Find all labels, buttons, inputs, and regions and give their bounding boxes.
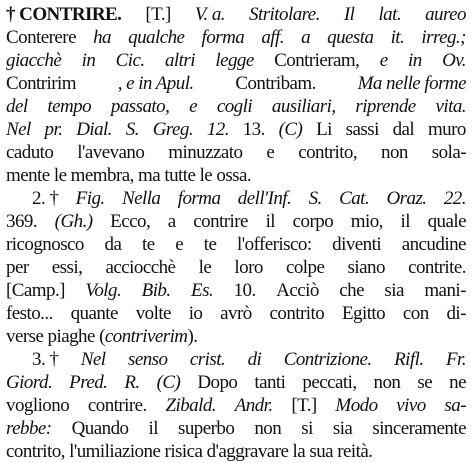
text-line <box>6 118 466 141</box>
text-run: ausiliari, <box>271 96 336 117</box>
text-run: Cic. <box>115 50 145 71</box>
text-run: Modo <box>335 395 378 416</box>
text-run: Contrizione. <box>283 349 372 370</box>
text-run: si <box>301 418 313 439</box>
text-line <box>6 233 466 256</box>
text-run: diventi <box>332 234 382 255</box>
text-run: Ma nelle forme <box>357 73 466 94</box>
text-run: V. a. <box>194 4 225 25</box>
text-run: sola- <box>431 142 466 163</box>
text-run: contrite. <box>408 257 466 278</box>
text-run: il <box>400 211 410 232</box>
text-run: cogli <box>216 96 253 117</box>
text-run: avrò <box>220 303 252 324</box>
text-run: aureo <box>425 4 466 25</box>
text-run: Nella <box>121 188 161 209</box>
text-run: loro <box>234 257 263 278</box>
text-run: (C) <box>278 119 303 140</box>
text-run: dal <box>392 119 415 140</box>
text-run: passato, <box>110 96 170 117</box>
text-line <box>6 164 466 187</box>
text-run: giacchè <box>6 50 62 71</box>
text-run: le <box>198 257 212 278</box>
text-line <box>6 371 466 394</box>
text-run: it. <box>390 27 405 48</box>
text-run: Giord. <box>6 372 53 393</box>
text-run: Dial. <box>76 119 112 140</box>
text-run: contriverim <box>104 326 188 347</box>
text-run: Fr. <box>445 349 466 370</box>
text-run: Egitto <box>341 303 386 324</box>
text-run: corpo <box>292 211 334 232</box>
text-run: altri <box>164 50 195 71</box>
text-run: superbo <box>178 418 235 439</box>
text-run: il <box>265 211 276 232</box>
text-run: tanti <box>254 372 286 393</box>
text-run: 12. <box>206 119 229 140</box>
text-run: ancudine <box>401 234 466 255</box>
text-run: da <box>104 234 122 255</box>
text-line <box>6 187 466 210</box>
text-run: sassi <box>345 119 379 140</box>
text-line <box>6 141 466 164</box>
text-run: Dopo <box>197 372 238 393</box>
text-run: 22. <box>443 188 466 209</box>
text-run: aff. <box>261 27 284 48</box>
text-run: Stritolare. <box>249 4 320 25</box>
text-run: acciocchè <box>105 257 176 278</box>
text-run: forma <box>177 188 221 209</box>
text-run: per <box>6 257 29 278</box>
text-run: Conterere <box>6 27 76 48</box>
text-run: quale <box>427 211 466 232</box>
text-run: Nel <box>80 349 106 370</box>
text-run: S. <box>125 119 139 140</box>
text-run: qualche <box>128 27 185 48</box>
text-run: il <box>148 418 158 439</box>
text-run: vogliono <box>6 395 70 416</box>
text-run: Es. <box>191 280 214 301</box>
text-line <box>6 348 466 371</box>
text-run: irreg.; <box>421 27 466 48</box>
text-run: Ov. <box>442 50 466 71</box>
text-run: Contribam. <box>235 73 316 94</box>
text-run: essi, <box>51 257 83 278</box>
text-run: volte <box>135 303 171 324</box>
text-run: pr. <box>44 119 63 140</box>
text-line <box>6 440 466 463</box>
text-run: forma <box>201 27 245 48</box>
text-run: colpe <box>285 257 325 278</box>
text-run: e <box>379 50 388 71</box>
text-run: tempo <box>47 96 92 117</box>
text-run: a <box>167 211 176 232</box>
text-run: mani- <box>424 280 466 301</box>
text-run: 10. <box>233 280 256 301</box>
text-run: contrito, l'umiliazione risica d'aggravare la sua reità. <box>6 441 373 462</box>
text-run: te <box>203 234 217 255</box>
text-line <box>6 256 466 279</box>
text-run: caduto <box>6 142 54 163</box>
text-run: contrire. <box>87 395 147 416</box>
text-line <box>6 26 466 49</box>
text-run: che <box>339 280 364 301</box>
text-line <box>6 302 466 325</box>
text-run: sinceramente <box>372 418 466 439</box>
text-run: Cat. <box>339 188 370 209</box>
text-run: in <box>81 50 96 71</box>
text-run: del <box>6 96 28 117</box>
text-run: io <box>188 303 203 324</box>
text-run: 13. <box>242 119 265 140</box>
text-run: [Camp.] <box>6 280 65 301</box>
text-line <box>6 325 466 348</box>
text-run: ). <box>187 326 198 347</box>
text-run: Quando <box>71 418 129 439</box>
text-run: non <box>373 372 401 393</box>
text-run: Oraz. <box>386 188 427 209</box>
text-run: sia <box>332 418 353 439</box>
text-run: non <box>254 418 282 439</box>
text-run: [T.] <box>145 4 171 25</box>
text-run: lat. <box>378 4 402 25</box>
text-run: 3. † <box>32 349 59 370</box>
text-run: e <box>189 96 197 117</box>
text-run: Zibald. <box>165 395 216 416</box>
text-run: 2. † <box>32 188 59 209</box>
text-run: l'avevano <box>77 142 145 163</box>
text-run: (Gh.) <box>54 211 93 232</box>
text-run: legge <box>215 50 254 71</box>
text-run: dell'Inf. <box>237 188 292 209</box>
text-run: verse piaghe ( <box>6 326 105 347</box>
text-run: Bib. <box>141 280 171 301</box>
text-run: in <box>408 50 422 71</box>
text-run: l'offerisco: <box>236 234 312 255</box>
text-run: siano <box>347 257 385 278</box>
text-run: festo... <box>6 303 53 324</box>
text-run: di <box>247 349 262 370</box>
text-run: e <box>266 142 275 163</box>
text-run: con <box>402 303 429 324</box>
text-run: Greg. <box>152 119 194 140</box>
text-run: vivo <box>396 395 426 416</box>
text-run: se <box>417 372 433 393</box>
text-run: Acciò <box>276 280 319 301</box>
text-run: non <box>381 142 408 163</box>
text-run: minuzzato <box>168 142 243 163</box>
text-run: peccati, <box>302 372 357 393</box>
text-run: muro <box>427 119 466 140</box>
text-run: senso <box>127 349 168 370</box>
text-run: S. <box>308 188 322 209</box>
text-run: quante <box>70 303 118 324</box>
text-run: Ecco, <box>110 211 151 232</box>
text-run: e <box>175 234 184 255</box>
text-run: a <box>301 27 311 48</box>
text-run: crist. <box>189 349 226 370</box>
text-run: sia <box>384 280 404 301</box>
text-run: ricognosco <box>6 234 84 255</box>
text-run: ha <box>93 27 111 48</box>
text-run: di- <box>446 303 466 324</box>
text-run: Il <box>343 4 355 25</box>
text-line <box>6 95 466 118</box>
text-line <box>6 3 466 26</box>
text-run: Pred. <box>69 372 108 393</box>
text-run: 369. <box>6 211 38 232</box>
text-line <box>6 279 466 302</box>
text-line <box>6 49 466 72</box>
text-run: ne <box>449 372 466 393</box>
text-run: riprende <box>355 96 416 117</box>
text-run: Andr. <box>234 395 273 416</box>
text-line <box>6 210 466 233</box>
text-run: Contririm <box>6 73 76 94</box>
text-run: mente le membra, ma tutte le ossa. <box>6 165 252 186</box>
text-line <box>6 394 466 417</box>
text-run: Volg. <box>85 280 122 301</box>
text-run: Nel <box>6 119 31 140</box>
text-run: rebbe: <box>6 418 52 439</box>
text-run: , e in Apul. <box>117 73 194 94</box>
text-run: † CONTRIRE. <box>6 4 122 25</box>
text-run: Li <box>316 119 332 140</box>
text-run: contrito, <box>298 142 358 163</box>
text-run: [T.] <box>291 395 317 416</box>
text-run: Rifl. <box>394 349 424 370</box>
text-run: contrito <box>269 303 325 324</box>
text-run: (C) <box>156 372 181 393</box>
text-run: questa <box>327 27 374 48</box>
text-run: sa- <box>444 395 466 416</box>
text-run: te <box>141 234 155 255</box>
text-run: mio, <box>350 211 383 232</box>
text-run: Contrieram, <box>274 50 360 71</box>
text-run: vita. <box>435 96 466 117</box>
text-run: R. <box>124 372 140 393</box>
text-line <box>6 72 466 95</box>
text-run: contrire <box>193 211 248 232</box>
text-run: Fig. <box>75 188 105 209</box>
